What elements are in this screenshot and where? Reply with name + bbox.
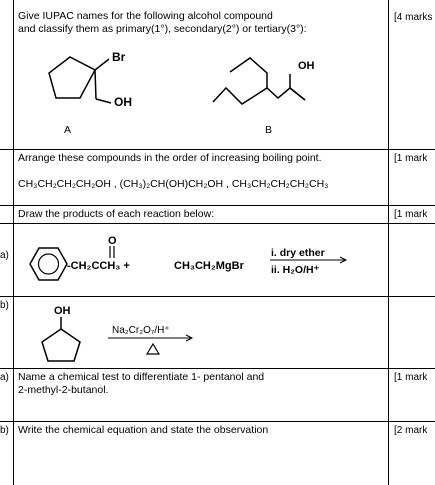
bond-to-oh-a	[95, 70, 96, 99]
side-chain-b	[230, 58, 267, 88]
marks-label: [1 mark	[394, 153, 428, 164]
marks-label: [2 mark	[394, 425, 428, 436]
question-text-line1: Name a chemical test to differentiate 1- pentanol and	[18, 371, 265, 383]
heat-symbol	[147, 344, 159, 354]
question-row-equation	[0, 422, 435, 485]
reaction-b-drawing	[0, 297, 435, 369]
bond-to-methyl-b	[290, 88, 305, 100]
reaction-a-drawing	[0, 224, 435, 297]
oxidant-label: Na₂Cr₂O₇/H⁺	[112, 325, 170, 336]
marks-label: [4 marks	[394, 12, 433, 23]
structure-drawings	[0, 0, 435, 150]
condition-1-label: i. dry ether	[271, 247, 325, 259]
question-text-line2: and classify them as primary(1°), secondary(2°) or tertiary(3°):	[18, 23, 307, 35]
compound-label-b: B	[265, 124, 273, 136]
reaction-row-a	[0, 224, 435, 297]
question-text: Write the chemical equation and state the observation	[18, 424, 269, 436]
question-row-iupac	[0, 0, 435, 150]
condition-2-label: ii. H₂O/H⁺	[271, 264, 320, 276]
cyclopentanol-ring	[42, 329, 80, 361]
hydroxyl-label-b: OH	[298, 60, 315, 72]
grignard-reagent-label: CH₃CH₂MgBr	[174, 260, 244, 272]
reaction-row-b	[0, 297, 435, 369]
hydroxyl-label: OH	[54, 305, 71, 317]
part-label: b)	[0, 300, 9, 311]
question-text-line2: 2-methyl-2-butanol.	[18, 384, 109, 396]
bond-oh-a	[96, 99, 111, 103]
part-label: a)	[0, 250, 9, 261]
question-text: Arrange these compounds in the order of increasing boiling point.	[18, 152, 322, 164]
marks-label: [1 mark	[394, 209, 428, 220]
question-row-chemical-test	[0, 369, 435, 422]
hydroxyl-label-a: OH	[114, 95, 132, 109]
question-text-line1: Give IUPAC names for the following alcohol compound	[18, 10, 273, 22]
benzene-aromatic-circle	[39, 254, 59, 274]
question-row-products	[0, 206, 435, 224]
reactant-chain-label: -CH₂CCH₃ +	[67, 260, 130, 272]
compound-list: CH₃CH₂CH₂CH₂OH , (CH₃)₂CH(OH)CH₂OH , CH₃CH₂CH₂CH₂CH₃	[18, 178, 329, 190]
compound-label-a: A	[64, 124, 72, 136]
carbon-chain-b	[213, 88, 305, 104]
carbonyl-oxygen-label: O	[108, 235, 117, 247]
marks-label: [1 mark	[394, 372, 428, 383]
bromine-label: Br	[112, 50, 126, 64]
cyclopentane-ring-a	[49, 57, 95, 98]
benzene-ring	[30, 248, 67, 280]
part-label: a)	[0, 372, 9, 383]
bond-to-br	[95, 59, 109, 70]
question-row-boiling-point	[0, 150, 435, 206]
question-text: Draw the products of each reaction below:	[18, 208, 215, 220]
part-label: b)	[0, 425, 9, 436]
